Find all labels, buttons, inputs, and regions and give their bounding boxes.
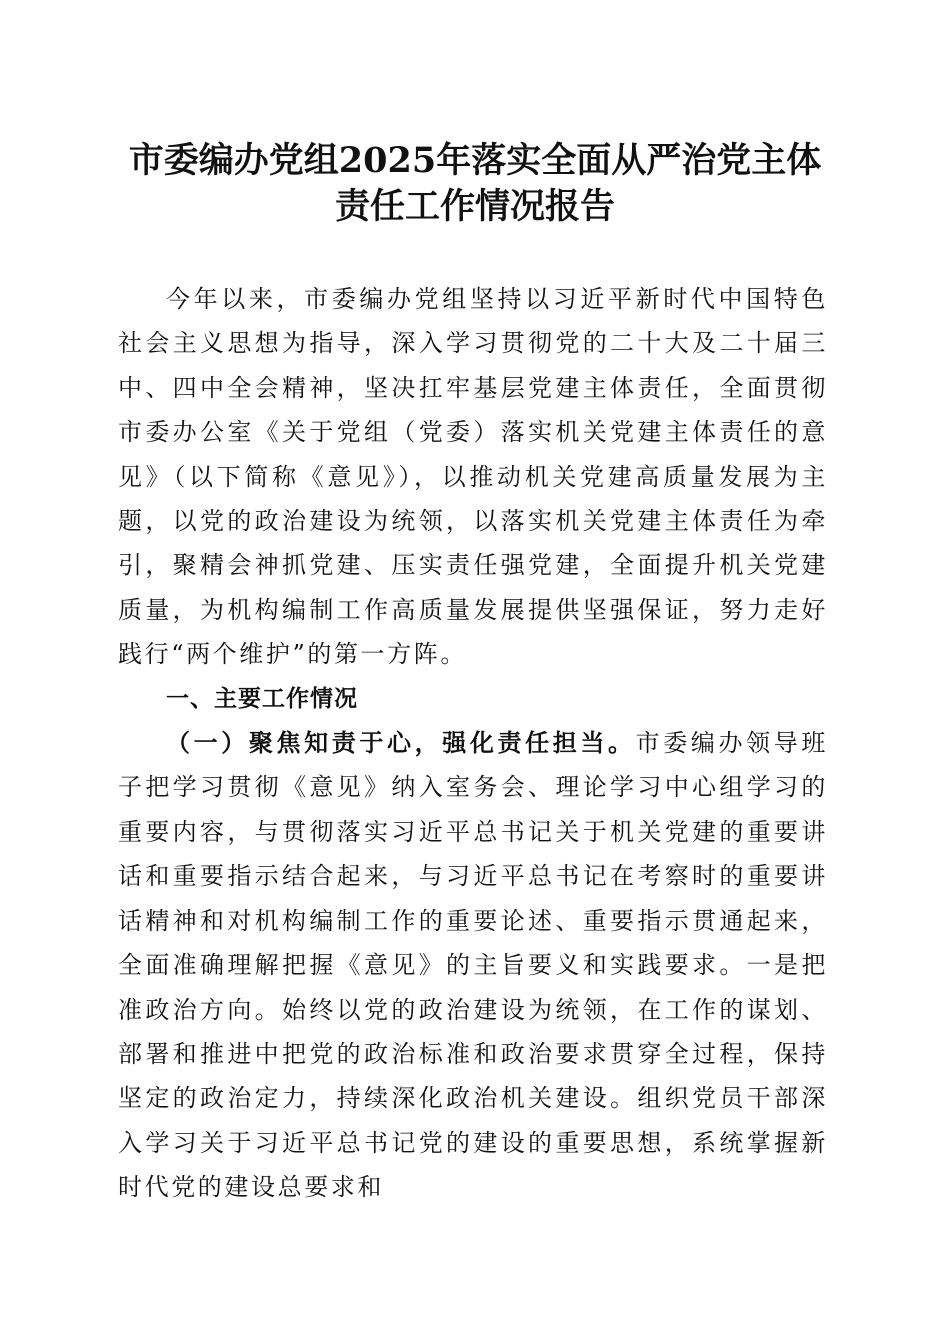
intro-paragraph: 今年以来，市委编办党组坚持以习近平新时代中国特色社会主义思想为指导，深入学习贯彻党的二十大及二十届三中、四中全会精神，坚决扛牢基层党建主体责任，全面贯彻市委办公室《关于党组（党委）落实机关党建主体责任的意见》（以下简称《意见》），以推动机关党建高质量发展为主题，以党的政治建设为统领，以落实机关党建主体责任为牵引，聚精会神抓党建、压实责任强党建，全面提升机关党建质量，为机构编制工作高质量发展提供坚强保证，努力走好践行“两个维护”的第一方阵。 xyxy=(118,285,828,669)
document-title xyxy=(100,138,850,230)
subsection-paragraph-1 xyxy=(118,721,828,1209)
title-line-2: 责任工作情况报告 xyxy=(334,186,615,227)
subsection-lead-1: （一）聚焦知责于心，强化责任担当。 xyxy=(166,729,636,758)
subsection-body-1: 市委编办领导班子把学习贯彻《意见》纳入室务会、理论学习中心组学习的重要内容，与贯彻落实习近平总书记关于机关党建的重要讲话和重要指示结合起来，与习近平总书记在考察时的重要讲话精神和对机构编制工作的重要论述、重要指示贯通起来，全面准确理解把握《意见》的主旨要义和实践要求。一是把准政治方向。始终以党的政治建设为统领，在工作的谋划、部署和推进中把党的政治标准和政治要求贯穿全过程，保持坚定的政治定力，持续深化政治机关建设。组织党员干部深入学习关于习近平总书记党的建设的重要思想，系统掌握新时代党的建设总要求和 xyxy=(118,729,828,1202)
section-heading-1: 一、主要工作情况 xyxy=(166,685,358,712)
document-body xyxy=(118,277,828,1210)
title-line-1: 市委编办党组2025年落实全面从严治党主体 xyxy=(128,140,822,181)
